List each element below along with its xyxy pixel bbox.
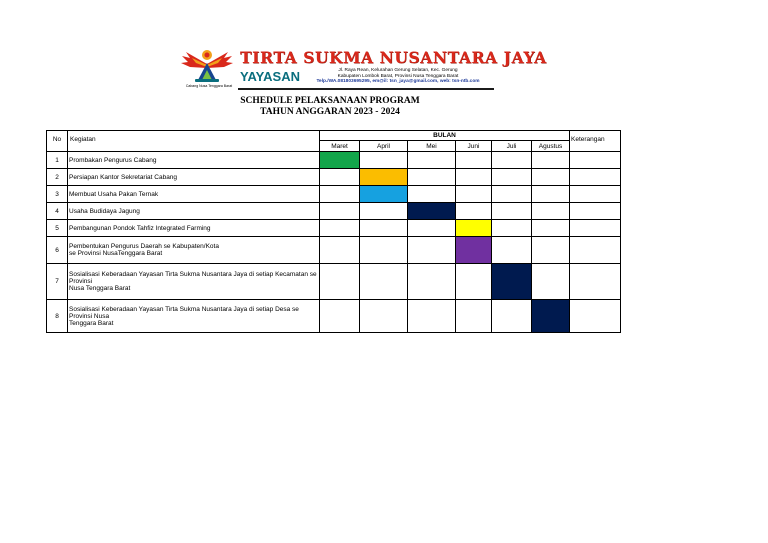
month-header: Mei <box>408 141 456 152</box>
row-number: 2 <box>47 169 68 186</box>
month-cell <box>408 186 456 203</box>
table-row <box>47 237 621 264</box>
month-cell <box>492 169 532 186</box>
notes-cell <box>570 186 621 203</box>
activity-cell: Usaha Budidaya Jagung <box>68 203 320 220</box>
month-cell <box>408 220 456 237</box>
schedule-table <box>46 130 621 333</box>
month-cell <box>320 220 360 237</box>
month-cell <box>532 264 570 300</box>
month-cell <box>492 186 532 203</box>
table-row <box>47 186 621 203</box>
month-header: April <box>360 141 408 152</box>
month-cell <box>532 186 570 203</box>
table-row <box>47 220 621 237</box>
logo-caption: Cabang Nusa Tenggara Barat <box>185 84 233 88</box>
month-cell <box>492 152 532 169</box>
table-header-row <box>47 131 621 141</box>
activity-text-line: se Provinsi NusaTenggara Barat <box>69 250 163 257</box>
row-number: 1 <box>47 152 68 169</box>
month-cell <box>320 203 360 220</box>
month-cell <box>320 300 360 333</box>
month-cell <box>456 169 492 186</box>
activity-text-line: Sosialisasi Keberadaan Yayasan Tirta Sukma Nusantara Jaya di setiap Desa se <box>69 305 299 313</box>
activity-cell: Pembangunan Pondok Tahfiz Integrated Farming <box>68 220 320 237</box>
table-row <box>47 300 621 333</box>
activity-cell: Prombakan Pengurus Cabang <box>68 152 320 169</box>
scheduled-month-cell <box>408 203 456 220</box>
month-cell <box>532 237 570 264</box>
month-cell <box>456 264 492 300</box>
header-month-group: BULAN <box>320 131 570 141</box>
month-cell <box>408 237 456 264</box>
month-cell <box>532 203 570 220</box>
month-cell <box>360 300 408 333</box>
month-cell <box>360 152 408 169</box>
month-cell <box>456 300 492 333</box>
month-cell <box>532 169 570 186</box>
notes-cell <box>570 203 621 220</box>
month-cell <box>320 264 360 300</box>
activity-cell <box>68 237 320 264</box>
scheduled-month-cell <box>320 152 360 169</box>
organization-banner <box>176 46 547 90</box>
row-number: 7 <box>47 264 68 300</box>
month-cell <box>492 203 532 220</box>
month-cell <box>456 152 492 169</box>
notes-cell <box>570 237 621 264</box>
month-cell <box>492 300 532 333</box>
month-cell <box>360 264 408 300</box>
month-cell <box>360 220 408 237</box>
row-number: 3 <box>47 186 68 203</box>
scheduled-month-cell <box>456 220 492 237</box>
month-cell <box>320 237 360 264</box>
month-header: Juni <box>456 141 492 152</box>
document-title: SCHEDULE PELAKSANAAN PROGRAM <box>240 96 420 106</box>
notes-cell <box>570 300 621 333</box>
month-header: Maret <box>320 141 360 152</box>
table-row <box>47 169 621 186</box>
garuda-logo-icon <box>178 46 236 86</box>
header-activity: Kegiatan <box>68 131 320 152</box>
organization-name: TIRTA SUKMA NUSANTARA JAYA <box>240 48 547 67</box>
document-subtitle: TAHUN ANGGARAN 2023 - 2024 <box>260 107 400 117</box>
table-row <box>47 203 621 220</box>
banner-divider <box>238 88 494 90</box>
activity-text-line: Provinsi <box>69 278 93 285</box>
header-no: No <box>47 131 68 152</box>
month-cell <box>408 300 456 333</box>
organization-type-label: YAYASAN <box>240 69 300 84</box>
activity-text-line: Pembentukan Pengurus Daerah se Kabupaten/Kota <box>69 243 219 250</box>
month-cell <box>408 169 456 186</box>
month-cell <box>492 237 532 264</box>
month-cell <box>532 220 570 237</box>
activity-cell: Persiapan Kantor Sekretariat Cabang <box>68 169 320 186</box>
row-number: 8 <box>47 300 68 333</box>
table-row <box>47 152 621 169</box>
month-cell <box>320 169 360 186</box>
address-line-2: Kabupaten Lombok Barat, Provinsi Nusa Tenggara Barat <box>337 73 459 79</box>
organization-logo <box>178 46 236 90</box>
scheduled-month-cell <box>456 237 492 264</box>
month-cell <box>456 186 492 203</box>
row-number: 5 <box>47 220 68 237</box>
notes-cell <box>570 264 621 300</box>
notes-cell <box>570 220 621 237</box>
contact-line: Telp./WA.081803695295, em@il: tsn_jaya@gmail.com, web: tsn-ntb.com <box>316 79 480 85</box>
activity-cell <box>68 264 320 300</box>
notes-cell <box>570 152 621 169</box>
month-cell <box>360 203 408 220</box>
month-cell <box>320 186 360 203</box>
month-cell <box>492 220 532 237</box>
month-header: Agustus <box>532 141 570 152</box>
month-header: Juli <box>492 141 532 152</box>
organization-address <box>305 68 491 85</box>
month-cell <box>532 152 570 169</box>
activity-text-line: Sosialisasi Keberadaan Yayasan Tirta Sukma Nusantara Jaya di setiap Kecamatan se <box>69 271 317 278</box>
activity-cell: Membuat Usaha Pakan Ternak <box>68 186 320 203</box>
table-row <box>47 264 621 300</box>
activity-text-line: Provinsi Nusa <box>69 312 110 320</box>
row-number: 6 <box>47 237 68 264</box>
row-number: 4 <box>47 203 68 220</box>
month-cell <box>408 264 456 300</box>
scheduled-month-cell <box>360 169 408 186</box>
month-cell <box>360 237 408 264</box>
month-cell <box>408 152 456 169</box>
notes-cell <box>570 169 621 186</box>
month-cell <box>456 203 492 220</box>
scheduled-month-cell <box>532 300 570 333</box>
scheduled-month-cell <box>492 264 532 300</box>
activity-text-line: Tenggara Barat <box>69 319 114 327</box>
activity-cell <box>68 300 320 333</box>
activity-text-line: Nusa Tenggara Barat <box>69 285 131 292</box>
address-line-1: Jl. Raya Rean, Kelurahan Gerung Selatan, Kec. Gerung <box>338 68 458 73</box>
header-notes: Keterangan <box>570 131 621 152</box>
scheduled-month-cell <box>360 186 408 203</box>
